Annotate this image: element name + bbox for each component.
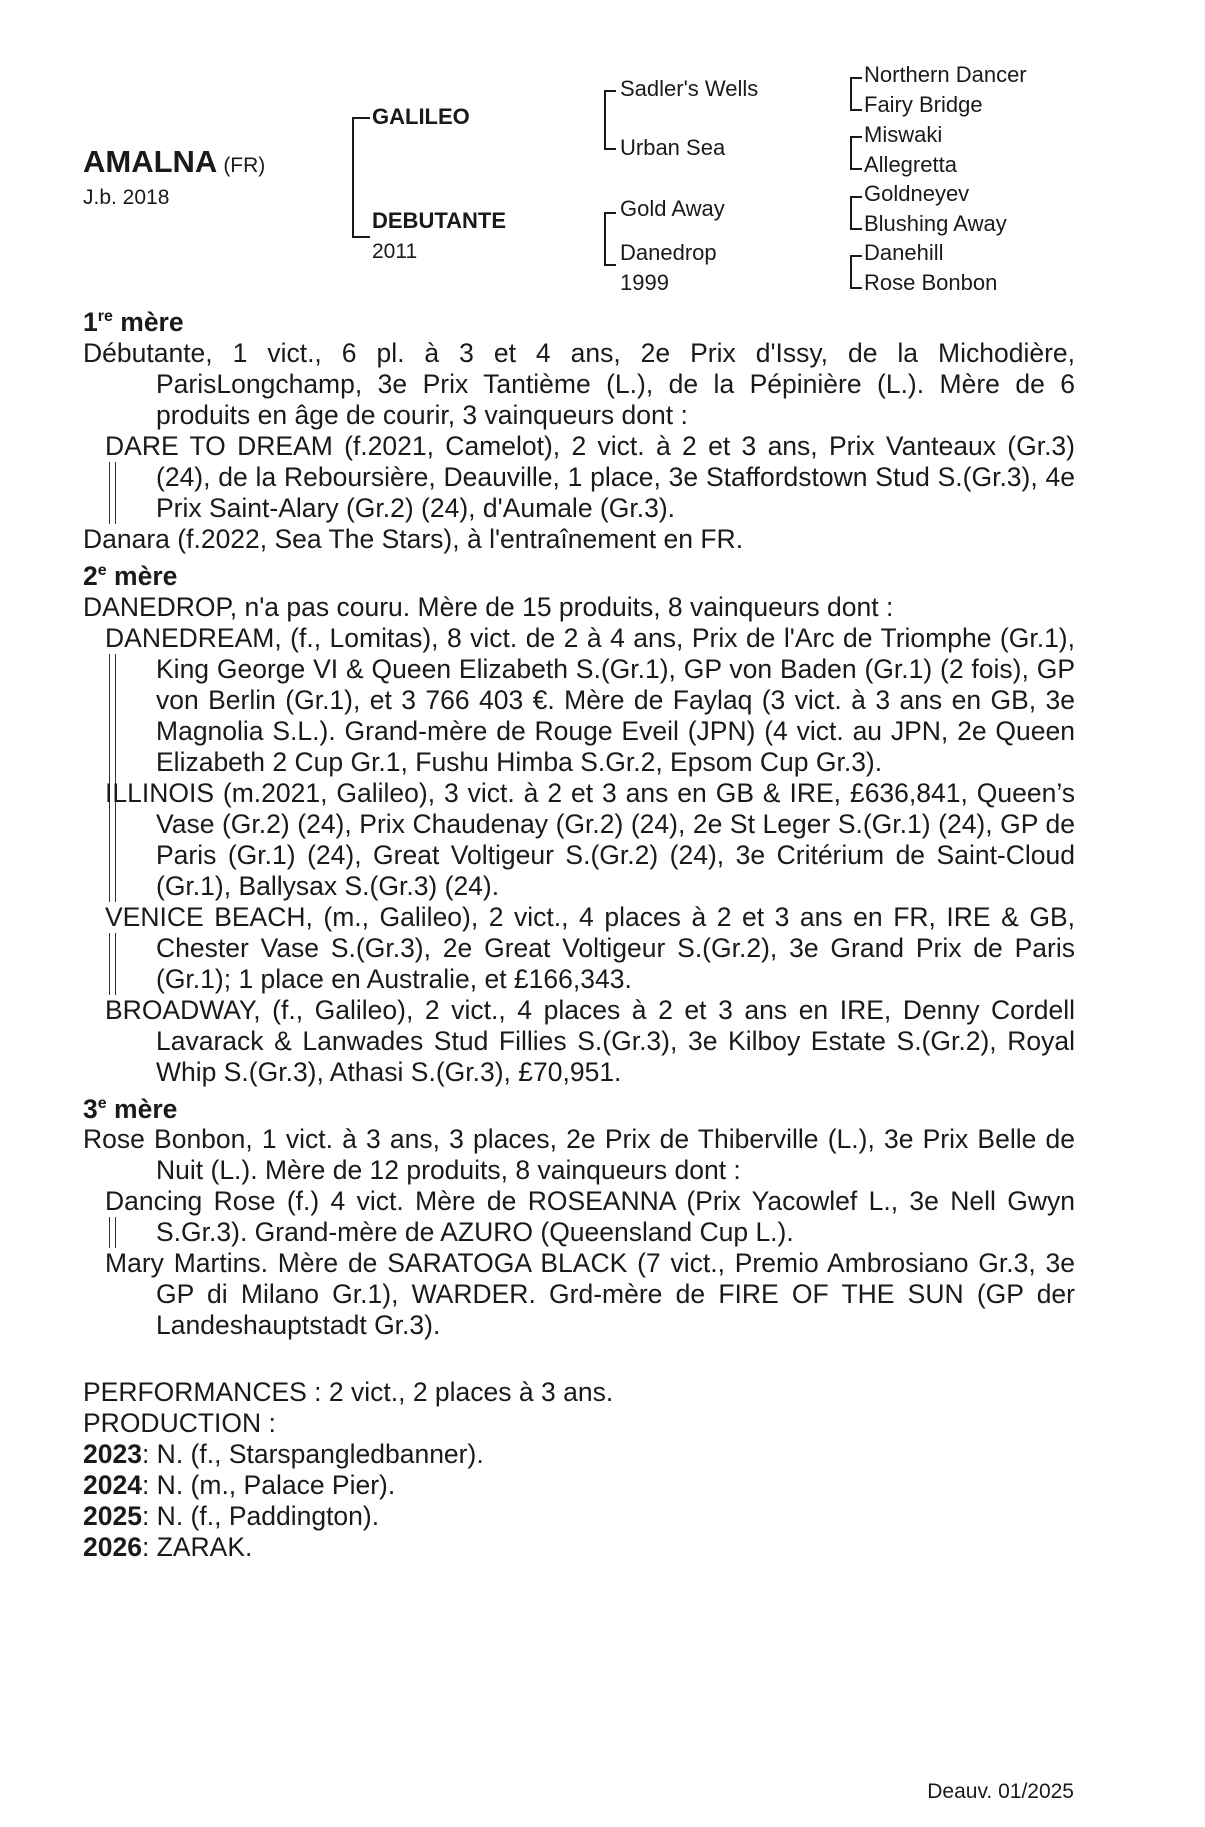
third-dam-text: Rose Bonbon, 1 vict. à 3 ans, 3 places, 2e Prix de Thiberville (L.), 3e Prix Belle de Nuit (L.). Mère de 12 produits, 8 vainqueurs dont : [83, 1124, 1075, 1186]
g3-ancestor: Fairy Bridge [864, 92, 983, 117]
third-dam-heading: 3e mère [83, 1093, 178, 1124]
g3-ancestor: Danehill [864, 240, 944, 265]
offspring-entry: DARE TO DREAM (f.2021, Camelot), 2 vict. à 2 et 3 ans, Prix Vanteaux (Gr.3) (24), de la Reboursière, Deauville, 1 place, 3e Staffordstown Stud S.(Gr.3), 4e Prix Saint-Alary (Gr.2) (24), d'Aumale (Gr.3). [105, 430, 1075, 523]
offspring-entry: DANEDREAM, (f., Lomitas), 8 vict. de 2 à 4 ans, Prix de l'Arc de Triomphe (Gr.1), King George VI & Queen Elizabeth S.(Gr.1), GP von Baden (Gr.1) (2 fois), GP von Berlin (Gr.1), et 3 766 403 €. Mère de Faylaq (3 vict. à 3 ans en GB, 3e Magnolia S.L.). Grand-mère de Rouge Eveil (JPN) (4 vict. au JPN, 2e Queen Elizabeth 2 Cup Gr.1, Fushu Himba S.Gr.2, Epsom Cup Gr.3). [105, 623, 1075, 778]
sire-sire: Sadler's Wells [620, 76, 759, 101]
offspring-entry: VENICE BEACH, (m., Galileo), 2 vict., 4 places à 2 et 3 ans en FR, IRE & GB, Chester Vase S.(Gr.3), 2e Great Voltigeur S.(Gr.2), 3e Grand Prix de Paris (Gr.1); 1 place en Australie, et £166,343. [105, 901, 1075, 994]
production-item: 2026: ZARAK. [83, 1532, 253, 1563]
footer-note: Deauv. 01/2025 [927, 1780, 1074, 1803]
offspring-entry: BROADWAY, (f., Galileo), 2 vict., 4 places à 2 et 3 ans en IRE, Denny Cordell Lavarack & Lanwades Stud Fillies S.(Gr.3), 3e Kilboy Estate S.(Gr.2), Royal Whip S.(Gr.3), Athasi S.(Gr.3), £70,951. [105, 994, 1075, 1087]
first-dam-heading: 1re mère [83, 306, 184, 337]
dam-dam: Danedrop [620, 240, 717, 265]
dam-year: 2011 [372, 240, 418, 263]
sire-dam: Urban Sea [620, 135, 726, 160]
dam: DEBUTANTE [372, 208, 507, 233]
second-dam-heading: 2e mère [83, 560, 178, 591]
production-heading: PRODUCTION : [83, 1408, 276, 1439]
g3-ancestor: Miswaki [864, 122, 943, 147]
second-dam-text: DANEDROP, n'a pas couru. Mère de 15 produits, 8 vainqueurs dont : [83, 591, 894, 622]
production-item: 2023: N. (f., Starspangledbanner). [83, 1439, 484, 1470]
catalogue-body [83, 301, 1075, 1563]
offspring-entry: Dancing Rose (f.) 4 vict. Mère de ROSEANNA (Prix Yacowlef L., 3e Nell Gwyn S.Gr.3). Grand-mère de AZURO (Queensland Cup L.). [105, 1186, 1075, 1248]
g3-ancestor: Goldneyev [864, 181, 970, 206]
dam-bracket [604, 212, 616, 266]
offspring-entry: Danara (f.2022, Sea The Stars), à l'entraînement en FR. [83, 523, 744, 554]
horse-info: J.b. 2018 [83, 186, 170, 209]
sire: GALILEO [372, 104, 470, 129]
g3-ancestor: Blushing Away [864, 211, 1007, 236]
dam-dam-year: 1999 [620, 270, 669, 295]
pedigree-bracket [352, 117, 370, 238]
production-item: 2025: N. (f., Paddington). [83, 1501, 380, 1532]
horse-origin: (FR) [223, 154, 266, 177]
sire-bracket [604, 90, 616, 150]
production-item: 2024: N. (m., Palace Pier). [83, 1470, 396, 1501]
g3-ancestor: Allegretta [864, 152, 957, 177]
g3-ancestor: Northern Dancer [864, 62, 1027, 87]
g3-bracket-1 [850, 77, 862, 111]
horse-name: AMALNA (FR) [83, 144, 266, 179]
g3-bracket-4 [850, 255, 862, 289]
g3-bracket-2 [850, 136, 862, 170]
offspring-entry: ILLINOIS (m.2021, Galileo), 3 vict. à 2 et 3 ans en GB & IRE, £636,841, Queen’s Vase (Gr.2) (24), Prix Chaudenay (Gr.2) (24), 2e St Leger S.(Gr.1) (24), GP de Paris (Gr.1) (24), Great Voltigeur S.(Gr.2) (24), 3e Critérium de Saint-Cloud (Gr.1), Ballysax S.(Gr.3) (24). [105, 777, 1075, 901]
g3-bracket-3 [850, 196, 862, 230]
performances: PERFORMANCES : 2 vict., 2 places à 3 ans. [83, 1377, 614, 1408]
offspring-entry: Mary Martins. Mère de SARATOGA BLACK (7 vict., Premio Ambrosiano Gr.3, 3e GP di Milano Gr.1), WARDER. Grd-mère de FIRE OF THE SUN (GP der Landeshauptstadt Gr.3). [105, 1248, 1075, 1341]
dam-sire: Gold Away [620, 196, 725, 221]
g3-ancestor: Rose Bonbon [864, 270, 998, 295]
first-dam-text: Débutante, 1 vict., 6 pl. à 3 et 4 ans, 2e Prix d'Issy, de la Michodière, ParisLongchamp, 3e Prix Tantième (L.), de la Pépinière (L.). Mère de 6 produits en âge de courir, 3 vainqueurs dont : [83, 337, 1075, 430]
